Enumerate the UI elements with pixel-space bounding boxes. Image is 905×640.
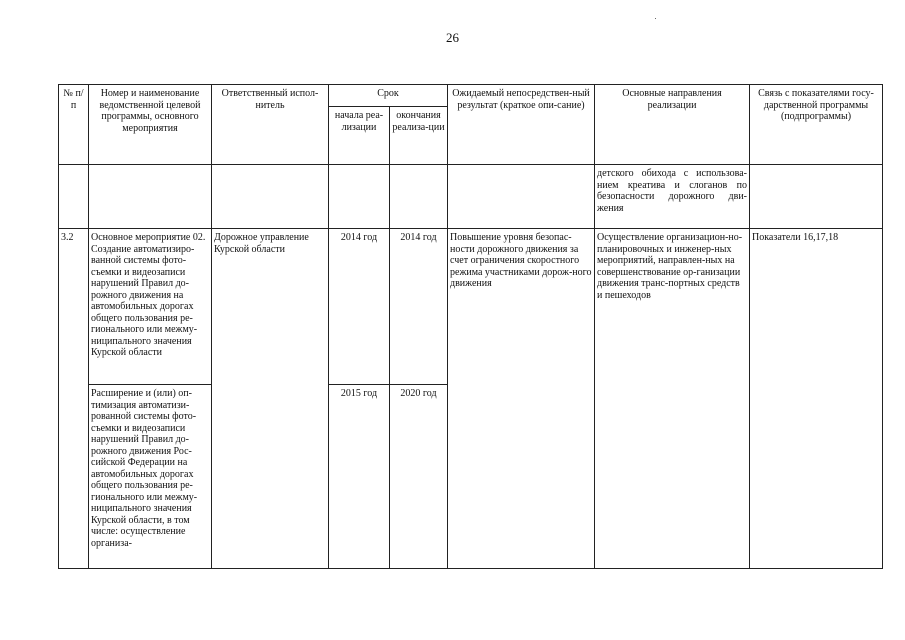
row-continued-result [448,165,595,229]
header-result: Ожидаемый непосредствен-ный результат (краткое опи-сание) [448,85,595,165]
row-continued-directions: детского обихода с использова-нием креатива и слоганов по безопасности дорожного дви-жения [595,165,750,229]
header-start: начала реа-лизации [329,107,390,165]
row-3-2-link: Показатели 16,17,18 [750,229,883,569]
row-3-2-num: 3.2 [59,229,89,569]
row-continued-start [329,165,390,229]
row-3-2b-start: 2015 год [329,385,390,569]
row-3-2-responsible: Дорожное управление Курской области [212,229,329,569]
row-3-2-name: Основное мероприятие 02. Создание автоматизиро-ванной системы фото-съемки и видеозаписи нарушений Правил до-рожного движения на автомобильных дорогах общего пользования ре-гионального или межму-ниципального значения Курской области [89,229,212,385]
row-continued-end [390,165,448,229]
header-responsible: Ответственный испол-нитель [212,85,329,165]
header-num: № п/п [59,85,89,165]
header-link: Связь с показателями госу-дарственной программы (подпрограммы) [750,85,883,165]
row-3-2-directions: Осуществление организацион-но-планировочных и инженер-ных мероприятий, направлен-ных на совершенствование ор-ганизации движения транс-портных средств и пешеходов [595,229,750,569]
header-term: Срок [329,85,448,107]
row-3-2-result: Повышение уровня безопас-ности дорожного движения за счет ограничения скоростного режима участниками дорож-ного движения [448,229,595,569]
row-3-2-start: 2014 год [329,229,390,385]
row-continued-link [750,165,883,229]
row-3-2b-name: Расширение и (или) оп-тимизация автоматизи-рованной системы фото-съемки и видеозаписи нарушений Правил до-рожного движения Рос-сийской Федерации на автомобильных дорогах общего пользования ре-гионального или межму-ниципального значения Курской области, в том числе: осуществление организа- [89,385,212,569]
scan-speck [655,18,656,19]
row-continued-name [89,165,212,229]
page-number: 26 [446,30,459,45]
header-directions: Основные направления реализации [595,85,750,165]
header-end: окончания реализа-ции [390,107,448,165]
row-continued-responsible [212,165,329,229]
row-3-2b-end: 2020 год [390,385,448,569]
row-continued-num [59,165,89,229]
row-3-2-end: 2014 год [390,229,448,385]
programme-table [58,84,883,569]
header-name: Номер и наименование ведомственной целевой программы, основного мероприятия [89,85,212,165]
